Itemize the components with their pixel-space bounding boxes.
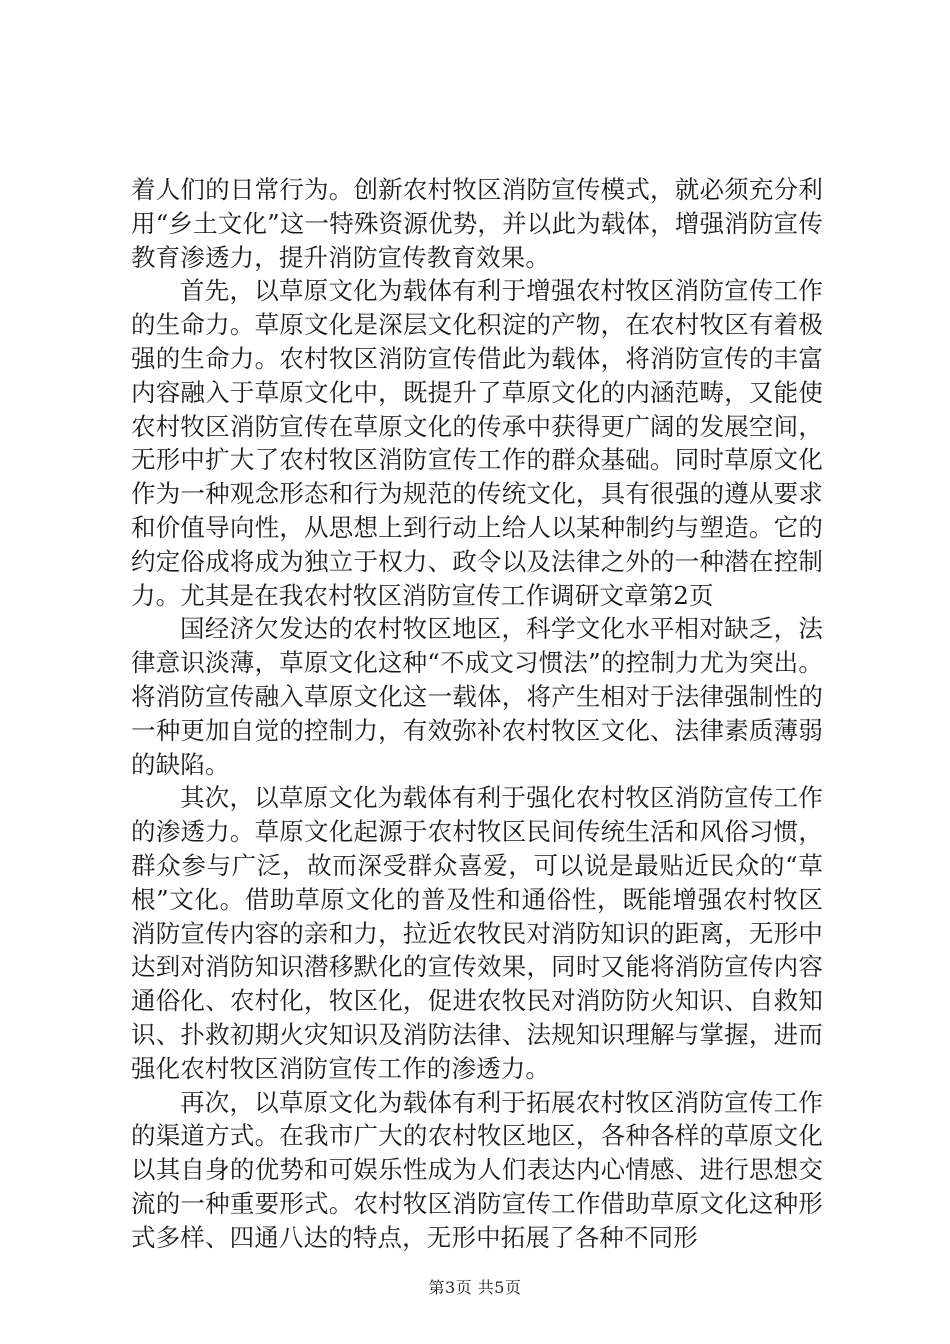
paragraph-3: 国经济欠发达的农村牧区地区，科学文化水平相对缺乏，法律意识淡薄，草原文化这种“不成文习惯法”的控制力尤为突出。将消防宣传融入草原文化这一载体，将产生相对于法律强制性的一种更加自觉的控制力，有效弥补农村牧区文化、法律素质薄弱的缺陷。 (131, 614, 823, 779)
paragraph-5: 再次，以草原文化为载体有利于拓展农村牧区消防宣传工作的渠道方式。在我市广大的农村牧区地区，各种各样的草原文化以其自身的优势和可娱乐性成为人们表达内心情感、进行思想交流的一种重要形式。农村牧区消防宣传工作借助草原文化这种形式多样、四通八达的特点，无形中拓展了各种不同形 (131, 1087, 823, 1252)
paragraph-2: 首先，以草原文化为载体有利于增强农村牧区消防宣传工作的生命力。草原文化是深层文化积淀的产物，在农村牧区有着极强的生命力。农村牧区消防宣传借此为载体，将消防宣传的丰富内容融入于草原文化中，既提升了草原文化的内涵范畴，又能使农村牧区消防宣传在草原文化的传承中获得更广阔的发展空间，无形中扩大了农村牧区消防宣传工作的群众基础。同时草原文化作为一种观念形态和行为规范的传统文化，具有很强的遵从要求和价值导向性，从思想上到行动上给人以某种制约与塑造。它的约定俗成将成为独立于权力、政令以及法律之外的一种潜在控制力。尤其是在我农村牧区消防宣传工作调研文章第2页 (131, 276, 823, 610)
document-body (131, 173, 823, 1255)
paragraph-4: 其次，以草原文化为载体有利于强化农村牧区消防宣传工作的渗透力。草原文化起源于农村牧区民间传统生活和风俗习惯，群众参与广泛，故而深受群众喜爱，可以说是最贴近民众的“草根”文化。借助草原文化的普及性和通俗性，既能增强农村牧区消防宣传内容的亲和力，拉近农牧民对消防知识的距离，无形中达到对消防知识潜移默化的宣传效果，同时又能将消防宣传内容通俗化、农村化，牧区化，促进农牧民对消防防火知识、自救知识、扑救初期火灾知识及消防法律、法规知识理解与掌握，进而强化农村牧区消防宣传工作的渗透力。 (131, 783, 823, 1083)
paragraph-1: 着人们的日常行为。创新农村牧区消防宣传模式，就必须充分利用“乡土文化”这一特殊资源优势，并以此为载体，增强消防宣传教育渗透力，提升消防宣传教育效果。 (131, 175, 823, 272)
page-footer: 第3页 共5页 (428, 1278, 522, 1297)
